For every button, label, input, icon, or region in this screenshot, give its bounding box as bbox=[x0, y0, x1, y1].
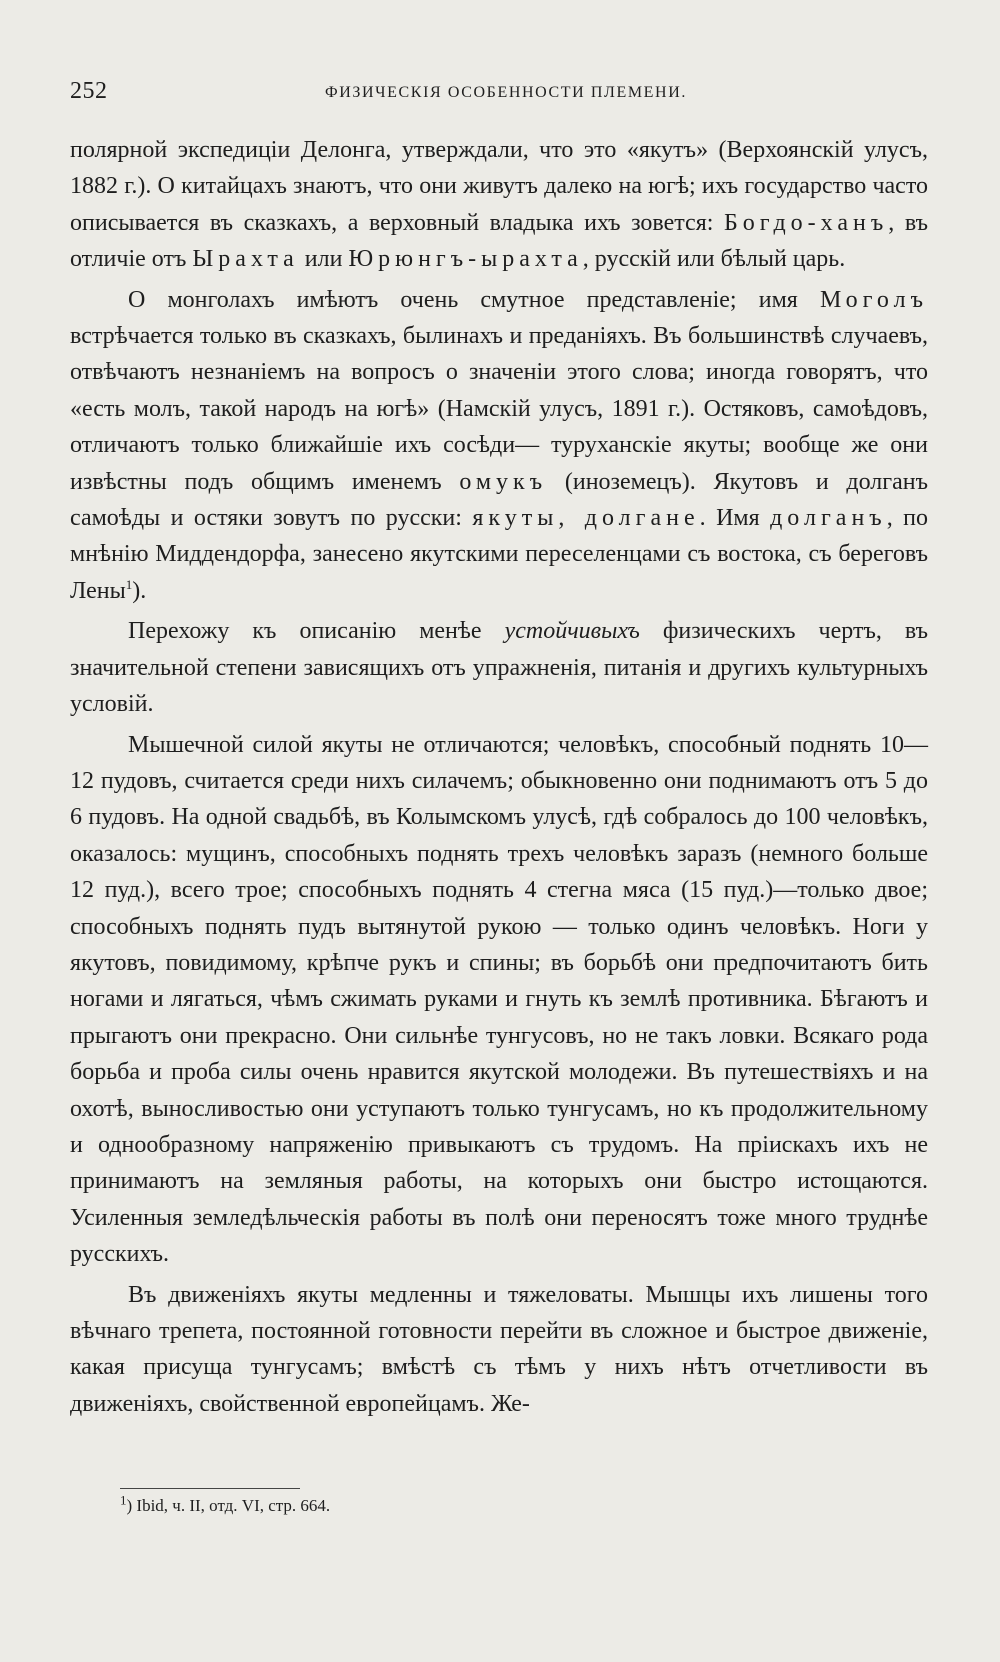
paragraph-5: Въ движеніяхъ якуты медленны и тяжеловаты. Мышцы ихъ лишены того вѣчнаго трепета, постоянной готовности перейти въ сложное и быстрое движеніе, какая присуща тунгусамъ; вмѣстѣ съ тѣмъ у нихъ нѣтъ отчетливости въ движеніяхъ, свойственной европейцамъ. Же- bbox=[70, 1281, 928, 1417]
footnote-reference[interactable]: 1 bbox=[125, 576, 133, 592]
paragraph-2-text-g: . Имя bbox=[699, 505, 771, 532]
paragraph-2-text-i: , по мнѣнію Миддендорфа, занесено якутскими переселенцами съ востока, съ береговъ Лены bbox=[70, 505, 929, 604]
paragraph-2-text-e: (иноземецъ). Якутовъ и долганъ самоѣды и остяки зовутъ по русски: bbox=[70, 468, 928, 532]
spaced-term-dolgan: долганъ bbox=[770, 505, 887, 532]
spaced-term-yakuty-dolgane: якуты, долгане bbox=[472, 505, 700, 532]
footnote-divider bbox=[120, 1488, 300, 1489]
spaced-term-bogdo-khan: Богдо-ханъ bbox=[724, 209, 889, 236]
spaced-term-omuk: омукъ bbox=[459, 468, 548, 495]
paragraph-1-text-a: полярной экспедиціи Делонга, утверждали, что это «якутъ» (Верхоянскій улусъ, 1882 г.). О китайцахъ знаютъ, что они живутъ далеко на югѣ; ихъ государство часто описывается въ сказкахъ, а верховный владыка ихъ зовется: bbox=[70, 137, 928, 236]
paragraph-2-text-a: О монголахъ имѣютъ очень смутное представленіе; имя bbox=[128, 286, 820, 313]
footnote bbox=[120, 1492, 331, 1516]
paragraph-1-text-g: , русскій или бѣлый царь. bbox=[582, 246, 846, 273]
spaced-term-mogol: Моголъ bbox=[819, 286, 928, 313]
paragraph-1-text-e: или bbox=[298, 246, 349, 273]
paragraph-1 bbox=[70, 132, 928, 278]
paragraph-3-text-a: Перехожу къ описанію менѣе bbox=[128, 618, 505, 645]
paragraph-3-text-c: физическихъ чертъ, въ значительной степени зависящихъ отъ упражненія, питанія и другихъ культурныхъ условій. bbox=[70, 618, 929, 718]
footnote-marker: 1 bbox=[120, 1492, 127, 1508]
paragraph-2-text-c: встрѣчается только въ сказкахъ, былинахъ и преданіяхъ. Въ большинствѣ случаевъ, отвѣчаютъ незнаніемъ на вопросъ о значеніи этого слова; иногда говорятъ, что «есть молъ, такой народъ на югѣ» (Намскій улусъ, 1891 г.). Остяковъ, самоѣдовъ, отличаютъ только ближайшіе ихъ сосѣди— туруханскіе якуты; вообще же они извѣстны подъ общимъ именемъ bbox=[70, 323, 928, 495]
paragraph-2-text-j: ). bbox=[132, 577, 147, 604]
paragraph-3 bbox=[70, 613, 928, 722]
page-header bbox=[70, 78, 930, 114]
paragraph-4: Мышечной силой якуты не отличаются; человѣкъ, способный поднять 10—12 пудовъ, считается среди нихъ силачемъ; обыкновенно они поднимаютъ отъ 5 до 6 пудовъ. На одной свадьбѣ, въ Колымскомъ улусѣ, гдѣ собралось до 100 человѣкъ, оказалось: мущинъ, способныхъ поднять трехъ человѣкъ заразъ (немного больше 12 пуд.), всего трое; способныхъ поднять 4 стегна мяса (15 пуд.)—только двое; способныхъ поднять пудъ вытянутой рукою — только одинъ человѣкъ. Ноги у якутовъ, повидимому, крѣпче рукъ и спины; въ борьбѣ они предпочитаютъ бить ногами и лягаться, чѣмъ сжимать руками и гнуть къ землѣ противника. Бѣгаютъ и прыгаютъ они прекрасно. Они сильнѣе тунгусовъ, но не такъ ловки. Всякаго рода борьба и проба силы очень нравится якутской молодежи. Въ путешествіяхъ и на охотѣ, выносливостью они уступаютъ только тунгусамъ, но къ продолжительному и однообразному напряженію привыкаютъ съ трудомъ. На пріискахъ ихъ не принимаютъ на земляныя работы, на которыхъ они быстро истощаются. Усиленныя земледѣльческія работы въ полѣ они переносятъ тоже много труднѣе русскихъ. bbox=[70, 731, 928, 1268]
footnote-text: ) Ibid, ч. II, отд. VI, стр. 664. bbox=[126, 1496, 331, 1515]
spaced-term-yuryung-yrakhta: Юрюнгъ-ырахта bbox=[348, 246, 583, 273]
spaced-term-yrakhta: Ырахта bbox=[192, 246, 299, 273]
page-number: 252 bbox=[70, 78, 108, 104]
paragraph-2 bbox=[70, 282, 928, 610]
italic-term-ustoichivykh: устойчивыхъ bbox=[504, 618, 640, 645]
paragraph-1-text-c: , въ отличіе отъ bbox=[70, 209, 928, 273]
running-title: ФИЗИЧЕСКІЯ ОСОБЕННОСТИ ПЛЕМЕНИ. bbox=[325, 84, 687, 101]
body-text bbox=[70, 132, 928, 1426]
